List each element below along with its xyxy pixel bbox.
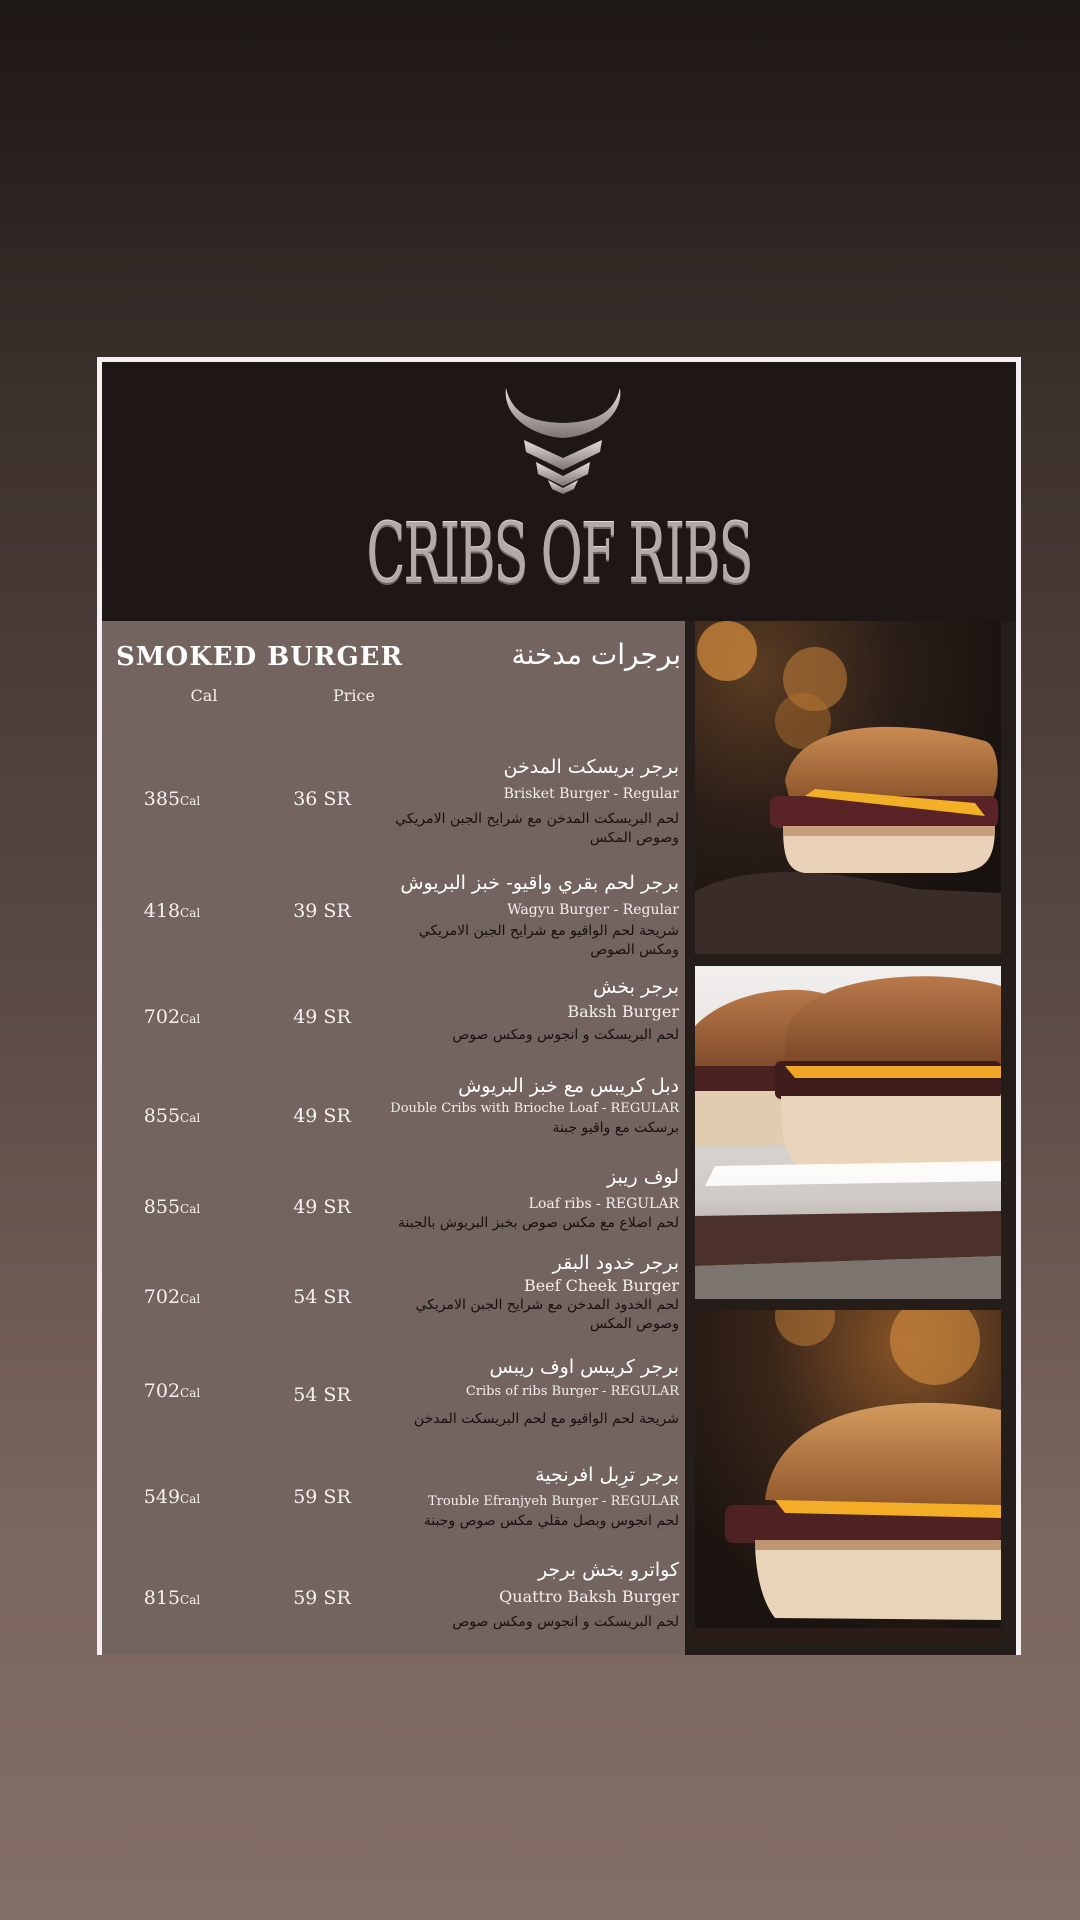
item-description: لحم البريسكت و انجوس ومكس صوص [452,1027,679,1043]
section-title-en: SMOKED BURGER [116,642,404,672]
item-description: لحم انجوس وبصل مقلي مكس صوص وجبنة [423,1513,679,1529]
item-name-ar: دبل كريبس مع خبز البريوش [458,1075,679,1097]
item-text [379,974,679,1045]
price-column-header: Price [333,686,375,705]
item-name-en: Wagyu Burger - Regular [507,902,679,918]
menu-board [97,357,1021,1655]
item-text [379,1557,679,1632]
burger-photo-1 [695,621,1001,954]
item-calories: 418Cal [143,900,201,922]
menu-inner [102,362,1016,1655]
item-price: 54 SR [293,1286,351,1308]
photo-column [685,621,1016,1655]
item-description: برسكت مع واقيو جبنة [552,1120,679,1136]
item-name-ar: برجر كريبس اوف ريبس [489,1356,679,1378]
item-name-ar: لوف ريبز [606,1166,679,1188]
item-name-en: Brisket Burger - Regular [503,786,679,802]
item-price: 59 SR [293,1587,351,1609]
item-text [379,1073,679,1138]
item-description: لحم اضلاع مع مكس صوص بخبز البريوش بالجبنة [398,1215,679,1231]
item-name-en: Cribs of ribs Burger - REGULAR [465,1384,679,1399]
item-text [379,1354,679,1429]
item-description: شريحة لحم الواقيو مع لحم البريسكت المدخن [413,1411,679,1427]
item-calories: 815Cal [143,1587,201,1609]
item-calories: 855Cal [143,1105,201,1127]
item-name-ar: برجر بخش [593,976,679,998]
item-description: لحم البريسكت و انجوس ومكس صوص [452,1614,679,1630]
item-name-en: Quattro Baksh Burger [499,1587,679,1606]
item-description: لحم الخدود المدخن مع شرايح الجبن الامريكي وصوص المكس [415,1297,679,1332]
calories-column-header: Cal [190,686,218,705]
item-text [379,870,679,960]
item-name-ar: برجر لحم بقري واقيو- خبز البريوش [400,872,679,894]
section-title-ar: برجرات مدخنة [511,638,681,671]
item-name-en: Baksh Burger [567,1002,679,1021]
item-name-ar: كواترو بخش برجر [538,1559,679,1581]
menu-header [102,362,1016,621]
item-price: 49 SR [293,1105,351,1127]
item-name-ar: برجر ترِبل افرنجية [535,1464,679,1486]
item-calories: 549Cal [143,1486,201,1508]
item-price: 39 SR [293,900,351,922]
item-name-ar: برجر بريسكت المدخن [503,756,679,778]
bull-horns-logo [502,386,624,494]
item-name-en: Beef Cheek Burger [523,1276,679,1295]
item-calories: 702Cal [143,1380,201,1402]
item-name-ar: برجر خدود البقر [552,1252,679,1274]
item-description: لحم البريسكت المدخن مع شرايح الجبن الامريكي وصوص المكس [395,811,679,846]
item-text [379,1462,679,1531]
burger-photo-3 [695,1310,1001,1643]
item-description: شريحة لحم الواقيو مع شرايح الجبن الامريكي ومكس الصوص [418,923,679,958]
burger-photo-2 [695,966,1001,1299]
item-name-en: Trouble Efranjyeh Burger - REGULAR [427,1494,679,1509]
item-calories: 702Cal [143,1286,201,1308]
item-calories: 385Cal [143,788,201,810]
item-price: 49 SR [293,1006,351,1028]
item-text [379,1164,679,1233]
item-name-en: Double Cribs with Brioche Loaf - REGULAR [390,1101,679,1116]
item-price: 36 SR [293,788,351,810]
item-name-en: Loaf ribs - REGULAR [528,1196,679,1212]
item-calories: 702Cal [143,1006,201,1028]
item-calories: 855Cal [143,1196,201,1218]
item-price: 59 SR [293,1486,351,1508]
item-price: 49 SR [293,1196,351,1218]
brand-wordmark: CRIBS OF RIBS [366,507,752,602]
item-price: 54 SR [293,1384,351,1406]
item-text [379,754,679,848]
item-text [379,1250,679,1334]
